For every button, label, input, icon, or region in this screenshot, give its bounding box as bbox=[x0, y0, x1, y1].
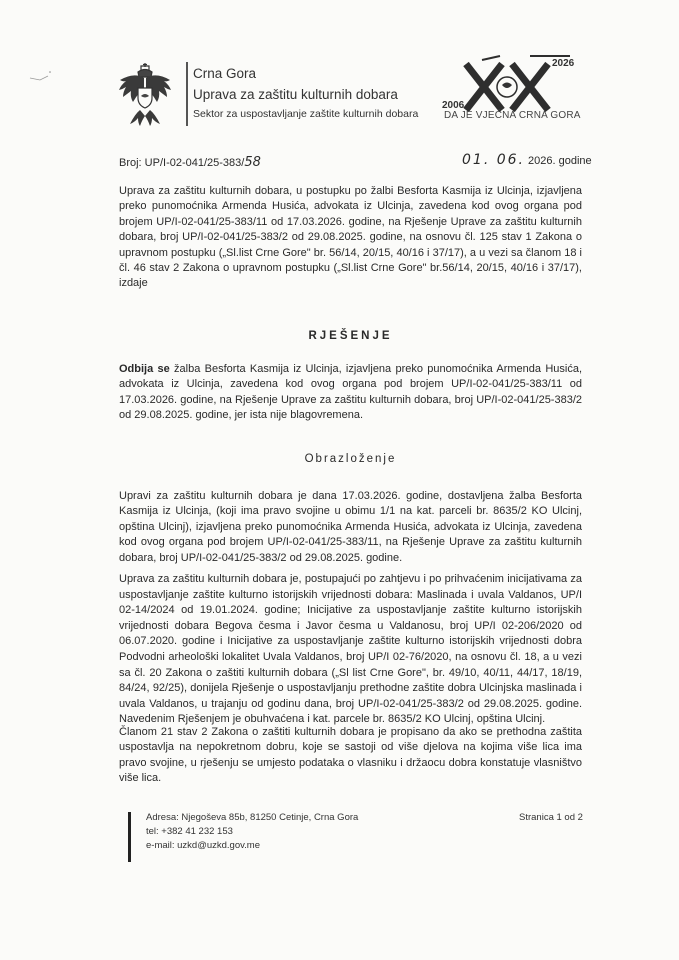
decision-title: RJEŠENJE bbox=[308, 330, 393, 342]
decision-text: žalba Besforta Kasmija iz Ulcinja, izjavljena preko punomoćnika Armenda Husića, advokata iz Ulcinja, zavedena kod ovog organa pod brojem UP/I-02-041/25-383/11 od 17.03.2026. godine, na Rješenje Uprave za zaštitu kulturnih dobara, broj UP/I-02-041/25-383/2 od 29.08.2025. godine, jer ista nije blagovremena. bbox=[119, 363, 582, 422]
page-number: Stranica 1 od 2 bbox=[519, 812, 583, 823]
footer-bar bbox=[128, 812, 131, 862]
reference-label: Broj: UP/I-02-041/25-383/ bbox=[119, 157, 245, 169]
decision-bold: Odbija se bbox=[119, 363, 170, 375]
document-date bbox=[462, 152, 592, 168]
header-divider bbox=[186, 62, 188, 126]
logo-year-right: 2026 bbox=[552, 58, 575, 69]
org-name: Uprava za zaštitu kulturnih dobara bbox=[193, 87, 398, 102]
reasoning-paragraph-1: Upravi za zaštitu kulturnih dobara je dana 17.03.2026. godine, dostavljena žalba Besforta Kasmija iz Ulcinja, (koji ima pravo svojine u obimu 1/1 na kat. parceli br. 8635/2 KO Ulcinj, opština Ulcinj), izjavljena preko punomoćnika Armenda Husića, advokata iz Ulcinja, zavedena kod ovog organa pod brojem UP/I-02-041/25-383/11, na Rješenje Uprave za zaštitu kulturnih dobara, broj UP/I-02-041/25-383/2 od 29.08.2025. godine. bbox=[119, 490, 582, 564]
date-handwritten: 01. 06. bbox=[462, 152, 525, 168]
org-country: Crna Gora bbox=[193, 66, 257, 81]
logo-year-left: 2006 bbox=[442, 100, 465, 111]
intro-paragraph: Uprava za zaštitu kulturnih dobara, u postupku po žalbi Besforta Kasmija iz Ulcinja, izjavljena preko punomoćnika Armenda Husića, advokata iz Ulcinja, zavedena kod ovog organa pod brojem UP/I-02-041/25-383/11 od 17.03.2026. godine, na Rješenje Uprave za zaštitu kulturnih dobara, broj UP/I-02-041/25-383/2 od 29.08.2025. godine, na osnovu čl. 125 stav 1 Zakona o upravnom postupku („Sl.list Crne Gore" br. 56/14, 20/15, 40/16 i 37/17), a u vezi sa članom 18 i čl. 46 stav 2 Zakona o upravnom postupku („Sl.list Crne Gore" br.56/14, 20/15, 40/16 i 37/17), izdaje bbox=[119, 185, 582, 290]
coat-of-arms-icon bbox=[114, 62, 176, 128]
reasoning-paragraph-3: Članom 21 stav 2 Zakona o zaštiti kulturnih dobara je propisano da ako se prethodna zaštita uspostavlja na nepokretnom dobru, koje se sastoji od više djelova na kojima više lica ima pravo svojine, u rješenju se umjesto podataka o vlasniku i držaocu dobra konstatuje vlasništvo više lica. bbox=[119, 726, 582, 785]
logo-motto: DA JE VJEČNA CRNA GORA bbox=[444, 110, 581, 121]
reference-handwritten: 58 bbox=[244, 155, 261, 170]
scan-mark bbox=[28, 68, 56, 86]
footer-email: e-mail: uzkd@uzkd.gov.me bbox=[146, 840, 261, 851]
date-suffix: 2026. godine bbox=[528, 155, 592, 167]
footer-phone: tel: +382 41 232 153 bbox=[146, 826, 233, 837]
reference-number bbox=[119, 155, 261, 170]
decision-paragraph bbox=[119, 362, 582, 424]
footer-address: Adresa: Njegoševa 85b, 81250 Cetinje, Crna Gora bbox=[146, 812, 359, 823]
reasoning-title: Obrazloženje bbox=[304, 453, 397, 465]
reasoning-paragraph-2: Uprava za zaštitu kulturnih dobara je, postupajući po zahtjevu i po prihvaćenim inicijativama za uspostavljanje zaštite kulturno istorijskih vrijednosti dobara: Maslinada i uvala Valdanos, UP/I 02-14/2024 od 19.01.2024. godine; Inicijative za uspostavljanje zaštite kulturno istorijskih vrijednosti dobara Begova česma i Javor česma u Valdanosu, broj UP/I 02-206/2020 od 06.07.2020. godine i Inicijative za uspostavljanje zaštite kulturno istorijskih vrijednosti dobra Podvodni arheološki lokalitet Uvala Valdanos, broj UP/I 02-76/2020, na osnovu čl. 18, a u vezi sa čl. 20 Zakona o zaštiti kulturnih dobara („Sl list Crne Gore", br. 49/10, 40/11, 44/17, 18/19, 84/24, 92/25), donijela Rješenje o uspostavljanju prethodne zaštite dobra Ulcinjska maslinada i uvala Valdanos, u trajanju od godinu dana, broj UP/I-02-041/25-383/2 od 29.08.2025. godine. Navedenim Rješenjem je obuhvaćena i kat. parcele br. 8635/2 KO Ulcinj, opština Ulcinj. bbox=[119, 573, 582, 726]
org-sector: Sektor za uspostavljanje zaštite kulturnih dobara bbox=[193, 108, 419, 120]
